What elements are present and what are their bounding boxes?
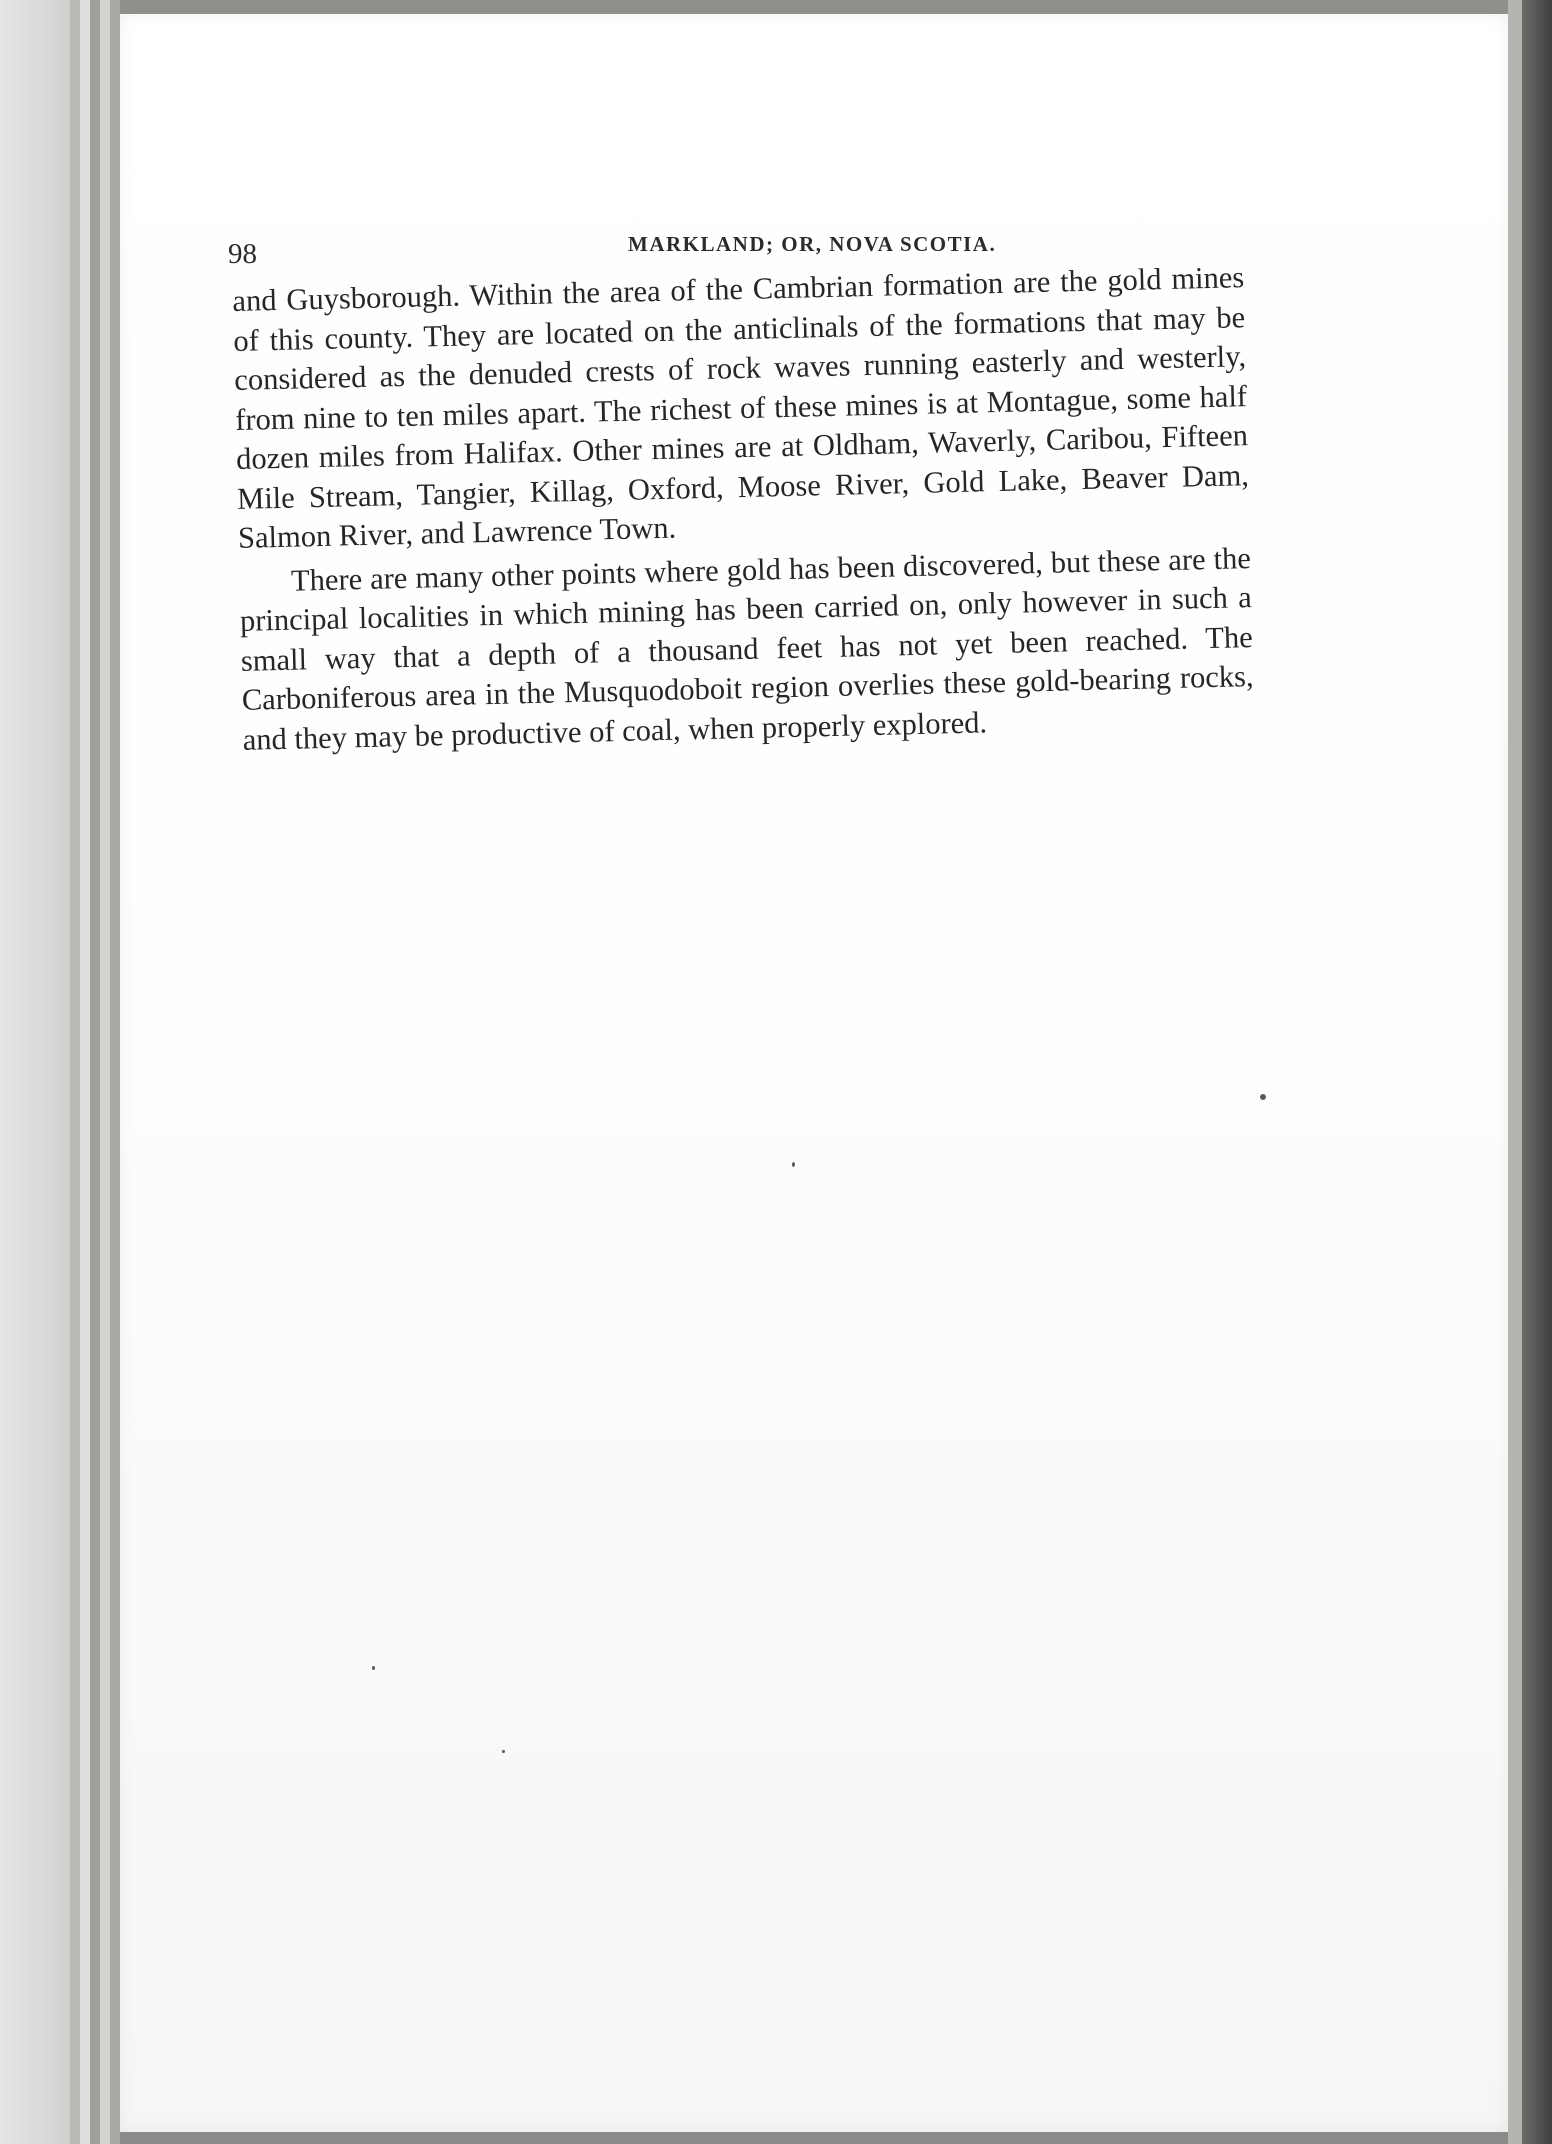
body-text xyxy=(232,258,1255,760)
paragraph: and Guysborough. Within the area of the Cambrian formation are the gold mines of this county. They are located on the anticlinals of the formations that may be considered as the denuded crests of rock waves running easterly and westerly, from nine to ten miles apart. The richest of these mines is at Montague, some half dozen miles from Halifax. Other mines are at Oldham, Waverly, Caribou, Fifteen Mile Stream, Tangier, Killag, Oxford, Moose River, Gold Lake, Beaver Dam, Salmon River, and Lawrence Town. xyxy=(232,260,1250,555)
book-right-edge-light xyxy=(1508,0,1522,2144)
book-page-edge xyxy=(100,0,110,2144)
book-page-edge xyxy=(90,0,100,2144)
paper-speck xyxy=(1260,1094,1266,1100)
book-right-edge-dark xyxy=(1522,0,1552,2144)
book-page-edge xyxy=(70,0,80,2144)
paper-speck xyxy=(502,1750,505,1753)
page-number: 98 xyxy=(228,238,257,270)
page-header xyxy=(228,226,1248,270)
book-page-edge xyxy=(80,0,90,2144)
running-title: MARKLAND; OR, NOVA SCOTIA. xyxy=(628,232,997,256)
scan-left-margin xyxy=(0,0,70,2144)
book-page-edge xyxy=(110,0,120,2144)
paper-speck xyxy=(372,1666,375,1670)
paper-speck xyxy=(792,1162,795,1167)
paragraph: There are many other points where gold has been discovered, but these are the principal localities in which mining has been carried on, only however in such a small way that a depth of a thousand feet has not yet been reached. The Carboniferous area in the Musquodoboit region overlies these gold-bearing rocks, and they may be productive of coal, when properly explored. xyxy=(239,540,1254,757)
